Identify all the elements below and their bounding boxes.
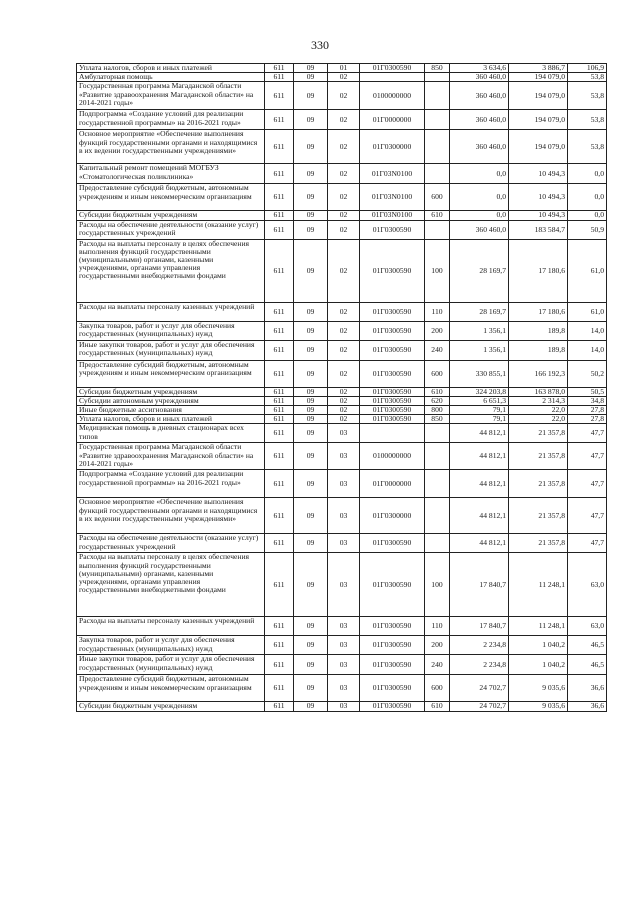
percent-cell: 47,7 xyxy=(568,470,607,498)
expense-type-cell: 110 xyxy=(425,617,450,636)
section-code-cell: 09 xyxy=(294,470,328,498)
ministry-code-cell: 611 xyxy=(265,164,294,184)
fact-amount-cell: 10 494,3 xyxy=(509,211,568,220)
table-row xyxy=(77,360,607,387)
plan-amount-cell: 324 203,8 xyxy=(450,387,509,396)
plan-amount-cell: 44 812,1 xyxy=(450,443,509,470)
subsection-code-cell: 02 xyxy=(328,184,360,211)
section-code-cell: 09 xyxy=(294,184,328,211)
row-name-cell: Предоставление субсидий бюджетным, автономным учреждениям и иным некоммерческим организациям xyxy=(77,675,265,702)
target-article-cell: 01Г0300000 xyxy=(360,498,425,534)
target-article-cell: 01Г0300590 xyxy=(360,360,425,387)
table-row xyxy=(77,340,607,360)
percent-cell: 47,7 xyxy=(568,424,607,443)
target-article-cell: 01Г03N0100 xyxy=(360,211,425,220)
row-name-cell: Капитальный ремонт помещений МОГБУЗ «Стоматологическая поликлиника» xyxy=(77,164,265,184)
row-name-cell: Иные закупки товаров, работ и услуг для обеспечения государственных (муниципальных) нужд xyxy=(77,655,265,675)
ministry-code-cell: 611 xyxy=(265,321,294,340)
row-name-cell: Государственная программа Магаданской области «Развитие здравоохранения Магаданской области» на 2014-2021 годы» xyxy=(77,82,265,110)
percent-cell: 47,7 xyxy=(568,498,607,534)
subsection-code-cell: 02 xyxy=(328,387,360,396)
row-name-cell: Медицинская помощь в дневных стационарах всех типов xyxy=(77,424,265,443)
ministry-code-cell: 611 xyxy=(265,360,294,387)
target-article-cell: 01Г0300590 xyxy=(360,239,425,302)
expense-type-cell: 850 xyxy=(425,64,450,73)
expense-type-cell xyxy=(425,470,450,498)
fact-amount-cell: 21 357,8 xyxy=(509,498,568,534)
row-name-cell: Расходы на обеспечение деятельности (оказание услуг) государственных учреждений xyxy=(77,220,265,239)
section-code-cell: 09 xyxy=(294,553,328,617)
table-row xyxy=(77,73,607,82)
subsection-code-cell: 03 xyxy=(328,617,360,636)
ministry-code-cell: 611 xyxy=(265,220,294,239)
subsection-code-cell: 02 xyxy=(328,302,360,321)
percent-cell: 50,9 xyxy=(568,220,607,239)
row-name-cell: Субсидии бюджетным учреждениям xyxy=(77,702,265,711)
table-row xyxy=(77,655,607,675)
expense-type-cell xyxy=(425,73,450,82)
ministry-code-cell: 611 xyxy=(265,302,294,321)
table-row xyxy=(77,220,607,239)
percent-cell: 36,6 xyxy=(568,702,607,711)
ministry-code-cell: 611 xyxy=(265,64,294,73)
subsection-code-cell: 03 xyxy=(328,498,360,534)
target-article-cell: 01Г0300590 xyxy=(360,406,425,415)
expense-type-cell xyxy=(425,443,450,470)
ministry-code-cell: 611 xyxy=(265,239,294,302)
subsection-code-cell: 03 xyxy=(328,655,360,675)
plan-amount-cell: 2 234,8 xyxy=(450,655,509,675)
row-name-cell: Субсидии бюджетным учреждениям xyxy=(77,387,265,396)
plan-amount-cell: 0,0 xyxy=(450,164,509,184)
section-code-cell: 09 xyxy=(294,617,328,636)
expense-type-cell: 240 xyxy=(425,655,450,675)
table-row xyxy=(77,617,607,636)
ministry-code-cell: 611 xyxy=(265,110,294,130)
target-article-cell: 01Г0300000 xyxy=(360,130,425,164)
subsection-code-cell: 03 xyxy=(328,636,360,655)
fact-amount-cell: 21 357,8 xyxy=(509,470,568,498)
fact-amount-cell: 17 180,6 xyxy=(509,239,568,302)
expense-type-cell xyxy=(425,220,450,239)
subsection-code-cell: 03 xyxy=(328,553,360,617)
ministry-code-cell: 611 xyxy=(265,130,294,164)
plan-amount-cell: 44 812,1 xyxy=(450,498,509,534)
subsection-code-cell: 02 xyxy=(328,211,360,220)
fact-amount-cell: 3 886,7 xyxy=(509,64,568,73)
section-code-cell: 09 xyxy=(294,498,328,534)
section-code-cell: 09 xyxy=(294,655,328,675)
target-article-cell: 01Г0300590 xyxy=(360,617,425,636)
ministry-code-cell: 611 xyxy=(265,396,294,405)
target-article-cell: 01Г0300590 xyxy=(360,220,425,239)
fact-amount-cell: 189,8 xyxy=(509,340,568,360)
section-code-cell: 09 xyxy=(294,387,328,396)
section-code-cell: 09 xyxy=(294,406,328,415)
percent-cell: 27,8 xyxy=(568,406,607,415)
subsection-code-cell: 02 xyxy=(328,164,360,184)
table-body xyxy=(77,64,607,712)
table-row xyxy=(77,82,607,110)
expense-type-cell: 100 xyxy=(425,553,450,617)
ministry-code-cell: 611 xyxy=(265,184,294,211)
subsection-code-cell: 01 xyxy=(328,64,360,73)
fact-amount-cell: 2 314,3 xyxy=(509,396,568,405)
percent-cell: 36,6 xyxy=(568,675,607,702)
target-article-cell: 01Г0000000 xyxy=(360,110,425,130)
page-number: 330 xyxy=(311,38,329,52)
plan-amount-cell: 360 460,0 xyxy=(450,130,509,164)
ministry-code-cell: 611 xyxy=(265,702,294,711)
target-article-cell: 01Г0300590 xyxy=(360,702,425,711)
target-article-cell: 01Г0300590 xyxy=(360,636,425,655)
expense-type-cell: 610 xyxy=(425,702,450,711)
percent-cell: 106,9 xyxy=(568,64,607,73)
table-row xyxy=(77,553,607,617)
plan-amount-cell: 17 840,7 xyxy=(450,553,509,617)
section-code-cell: 09 xyxy=(294,110,328,130)
table-row xyxy=(77,321,607,340)
row-name-cell: Закупка товаров, работ и услуг для обеспечения государственных (муниципальных) нужд xyxy=(77,321,265,340)
plan-amount-cell: 79,1 xyxy=(450,415,509,424)
table-row xyxy=(77,387,607,396)
expense-type-cell: 610 xyxy=(425,211,450,220)
target-article-cell: 01Г03N0100 xyxy=(360,164,425,184)
row-name-cell: Предоставление субсидий бюджетным, автономным учреждениям и иным некоммерческим организациям xyxy=(77,184,265,211)
expense-type-cell xyxy=(425,164,450,184)
expense-type-cell: 850 xyxy=(425,415,450,424)
plan-amount-cell: 1 356,1 xyxy=(450,340,509,360)
fact-amount-cell: 194 079,0 xyxy=(509,73,568,82)
expense-type-cell: 110 xyxy=(425,302,450,321)
ministry-code-cell: 611 xyxy=(265,211,294,220)
table-row xyxy=(77,164,607,184)
section-code-cell: 09 xyxy=(294,64,328,73)
fact-amount-cell: 21 357,8 xyxy=(509,534,568,553)
target-article-cell: 01Г0300590 xyxy=(360,675,425,702)
expense-type-cell: 620 xyxy=(425,396,450,405)
fact-amount-cell: 22,0 xyxy=(509,415,568,424)
subsection-code-cell: 03 xyxy=(328,675,360,702)
ministry-code-cell: 611 xyxy=(265,340,294,360)
budget-table xyxy=(76,63,607,712)
subsection-code-cell: 02 xyxy=(328,82,360,110)
percent-cell: 34,8 xyxy=(568,396,607,405)
section-code-cell: 09 xyxy=(294,340,328,360)
target-article-cell: 01Г0300590 xyxy=(360,387,425,396)
row-name-cell: Основное мероприятие «Обеспечение выполнения функций государственными органами и находящимися в их ведении государственными учреждениями» xyxy=(77,498,265,534)
target-article-cell: 01Г0300590 xyxy=(360,534,425,553)
percent-cell: 53,8 xyxy=(568,73,607,82)
row-name-cell: Подпрограмма «Создание условий для реализации государственной программы» на 2016-2021 годы» xyxy=(77,470,265,498)
table-row xyxy=(77,424,607,443)
section-code-cell: 09 xyxy=(294,636,328,655)
percent-cell: 50,5 xyxy=(568,387,607,396)
ministry-code-cell: 611 xyxy=(265,470,294,498)
fact-amount-cell: 189,8 xyxy=(509,321,568,340)
section-code-cell: 09 xyxy=(294,130,328,164)
percent-cell: 61,0 xyxy=(568,302,607,321)
subsection-code-cell: 02 xyxy=(328,415,360,424)
row-name-cell: Закупка товаров, работ и услуг для обеспечения государственных (муниципальных) нужд xyxy=(77,636,265,655)
table-row xyxy=(77,498,607,534)
target-article-cell: 01Г0300590 xyxy=(360,396,425,405)
expense-type-cell xyxy=(425,110,450,130)
plan-amount-cell: 24 702,7 xyxy=(450,702,509,711)
table-row xyxy=(77,636,607,655)
subsection-code-cell: 02 xyxy=(328,396,360,405)
ministry-code-cell: 611 xyxy=(265,553,294,617)
target-article-cell: 01Г0000000 xyxy=(360,470,425,498)
table-row xyxy=(77,534,607,553)
subsection-code-cell: 02 xyxy=(328,360,360,387)
fact-amount-cell: 163 878,0 xyxy=(509,387,568,396)
plan-amount-cell: 28 169,7 xyxy=(450,239,509,302)
table-row xyxy=(77,396,607,405)
fact-amount-cell: 166 192,3 xyxy=(509,360,568,387)
percent-cell: 0,0 xyxy=(568,184,607,211)
plan-amount-cell: 17 840,7 xyxy=(450,617,509,636)
subsection-code-cell: 02 xyxy=(328,406,360,415)
percent-cell: 53,8 xyxy=(568,110,607,130)
ministry-code-cell: 611 xyxy=(265,424,294,443)
ministry-code-cell: 611 xyxy=(265,387,294,396)
expense-type-cell: 100 xyxy=(425,239,450,302)
section-code-cell: 09 xyxy=(294,424,328,443)
section-code-cell: 09 xyxy=(294,415,328,424)
plan-amount-cell: 0,0 xyxy=(450,184,509,211)
table-row xyxy=(77,702,607,711)
plan-amount-cell: 2 234,8 xyxy=(450,636,509,655)
target-article-cell: 01Г0300590 xyxy=(360,415,425,424)
fact-amount-cell: 1 040,2 xyxy=(509,655,568,675)
table-row xyxy=(77,130,607,164)
plan-amount-cell: 0,0 xyxy=(450,211,509,220)
subsection-code-cell: 02 xyxy=(328,73,360,82)
expense-type-cell: 610 xyxy=(425,387,450,396)
table-row xyxy=(77,64,607,73)
subsection-code-cell: 02 xyxy=(328,239,360,302)
plan-amount-cell: 360 460,0 xyxy=(450,220,509,239)
plan-amount-cell: 360 460,0 xyxy=(450,110,509,130)
section-code-cell: 09 xyxy=(294,220,328,239)
row-name-cell: Расходы на выплаты персоналу казенных учреждений xyxy=(77,617,265,636)
expense-type-cell: 240 xyxy=(425,340,450,360)
expense-type-cell: 200 xyxy=(425,321,450,340)
section-code-cell: 09 xyxy=(294,360,328,387)
fact-amount-cell: 10 494,3 xyxy=(509,164,568,184)
percent-cell: 14,0 xyxy=(568,321,607,340)
percent-cell: 0,0 xyxy=(568,164,607,184)
subsection-code-cell: 02 xyxy=(328,130,360,164)
table-row xyxy=(77,184,607,211)
plan-amount-cell: 6 651,3 xyxy=(450,396,509,405)
percent-cell: 53,8 xyxy=(568,130,607,164)
table-row xyxy=(77,239,607,302)
percent-cell: 46,5 xyxy=(568,655,607,675)
plan-amount-cell: 360 460,0 xyxy=(450,73,509,82)
row-name-cell: Субсидии бюджетным учреждениям xyxy=(77,211,265,220)
plan-amount-cell: 44 812,1 xyxy=(450,470,509,498)
percent-cell: 63,0 xyxy=(568,617,607,636)
target-article-cell: 0100000000 xyxy=(360,443,425,470)
expense-type-cell: 600 xyxy=(425,675,450,702)
section-code-cell: 09 xyxy=(294,443,328,470)
plan-amount-cell: 330 855,1 xyxy=(450,360,509,387)
fact-amount-cell: 194 079,0 xyxy=(509,82,568,110)
expense-type-cell xyxy=(425,534,450,553)
expense-type-cell: 600 xyxy=(425,184,450,211)
section-code-cell: 09 xyxy=(294,239,328,302)
fact-amount-cell: 1 040,2 xyxy=(509,636,568,655)
ministry-code-cell: 611 xyxy=(265,534,294,553)
fact-amount-cell: 11 248,1 xyxy=(509,617,568,636)
expense-type-cell xyxy=(425,130,450,164)
subsection-code-cell: 02 xyxy=(328,340,360,360)
section-code-cell: 09 xyxy=(294,702,328,711)
row-name-cell: Расходы на выплаты персоналу в целях обеспечения выполнения функций государственными (муниципальными) органами, казенными учреждениями, органами управления государственными внебюджетными фондами xyxy=(77,553,265,617)
ministry-code-cell: 611 xyxy=(265,406,294,415)
fact-amount-cell: 10 494,3 xyxy=(509,184,568,211)
percent-cell: 46,5 xyxy=(568,636,607,655)
ministry-code-cell: 611 xyxy=(265,82,294,110)
subsection-code-cell: 03 xyxy=(328,470,360,498)
subsection-code-cell: 03 xyxy=(328,443,360,470)
section-code-cell: 09 xyxy=(294,164,328,184)
percent-cell: 47,7 xyxy=(568,443,607,470)
row-name-cell: Иные бюджетные ассигнования xyxy=(77,406,265,415)
percent-cell: 27,8 xyxy=(568,415,607,424)
row-name-cell: Предоставление субсидий бюджетным, автономным учреждениям и иным некоммерческим организациям xyxy=(77,360,265,387)
row-name-cell: Уплата налогов, сборов и иных платежей xyxy=(77,64,265,73)
table-row xyxy=(77,470,607,498)
plan-amount-cell: 79,1 xyxy=(450,406,509,415)
section-code-cell: 09 xyxy=(294,321,328,340)
subsection-code-cell: 02 xyxy=(328,220,360,239)
target-article-cell: 01Г0300590 xyxy=(360,64,425,73)
section-code-cell: 09 xyxy=(294,534,328,553)
table-row xyxy=(77,406,607,415)
section-code-cell: 09 xyxy=(294,675,328,702)
subsection-code-cell: 03 xyxy=(328,424,360,443)
plan-amount-cell: 1 356,1 xyxy=(450,321,509,340)
percent-cell: 14,0 xyxy=(568,340,607,360)
table-row xyxy=(77,302,607,321)
table-row xyxy=(77,211,607,220)
target-article-cell: 01Г0300590 xyxy=(360,553,425,617)
row-name-cell: Государственная программа Магаданской области «Развитие здравоохранения Магаданской области» на 2014-2021 годы» xyxy=(77,443,265,470)
percent-cell: 47,7 xyxy=(568,534,607,553)
row-name-cell: Субсидии автономным учреждениям xyxy=(77,396,265,405)
target-article-cell xyxy=(360,73,425,82)
expense-type-cell: 800 xyxy=(425,406,450,415)
fact-amount-cell: 194 079,0 xyxy=(509,110,568,130)
ministry-code-cell: 611 xyxy=(265,415,294,424)
subsection-code-cell: 03 xyxy=(328,534,360,553)
percent-cell: 61,0 xyxy=(568,239,607,302)
target-article-cell: 0100000000 xyxy=(360,82,425,110)
fact-amount-cell: 21 357,8 xyxy=(509,443,568,470)
plan-amount-cell: 24 702,7 xyxy=(450,675,509,702)
row-name-cell: Подпрограмма «Создание условий для реализации государственной программы» на 2016-2021 годы» xyxy=(77,110,265,130)
ministry-code-cell: 611 xyxy=(265,73,294,82)
fact-amount-cell: 11 248,1 xyxy=(509,553,568,617)
expense-type-cell xyxy=(425,82,450,110)
target-article-cell: 01Г0300590 xyxy=(360,321,425,340)
target-article-cell xyxy=(360,424,425,443)
section-code-cell: 09 xyxy=(294,211,328,220)
section-code-cell: 09 xyxy=(294,82,328,110)
percent-cell: 0,0 xyxy=(568,211,607,220)
target-article-cell: 01Г0300590 xyxy=(360,302,425,321)
row-name-cell: Амбулаторная помощь xyxy=(77,73,265,82)
fact-amount-cell: 194 079,0 xyxy=(509,130,568,164)
expense-type-cell xyxy=(425,498,450,534)
fact-amount-cell: 9 035,6 xyxy=(509,702,568,711)
ministry-code-cell: 611 xyxy=(265,443,294,470)
section-code-cell: 09 xyxy=(294,302,328,321)
fact-amount-cell: 17 180,6 xyxy=(509,302,568,321)
row-name-cell: Иные закупки товаров, работ и услуг для обеспечения государственных (муниципальных) нужд xyxy=(77,340,265,360)
fact-amount-cell: 22,0 xyxy=(509,406,568,415)
plan-amount-cell: 360 460,0 xyxy=(450,82,509,110)
ministry-code-cell: 611 xyxy=(265,617,294,636)
fact-amount-cell: 183 584,7 xyxy=(509,220,568,239)
row-name-cell: Расходы на обеспечение деятельности (оказание услуг) государственных учреждений xyxy=(77,534,265,553)
expense-type-cell: 600 xyxy=(425,360,450,387)
percent-cell: 50,2 xyxy=(568,360,607,387)
table-row xyxy=(77,110,607,130)
fact-amount-cell: 9 035,6 xyxy=(509,675,568,702)
expense-type-cell xyxy=(425,424,450,443)
row-name-cell: Расходы на выплаты персоналу казенных учреждений xyxy=(77,302,265,321)
table-row xyxy=(77,675,607,702)
subsection-code-cell: 02 xyxy=(328,110,360,130)
target-article-cell: 01Г0300590 xyxy=(360,340,425,360)
table-row xyxy=(77,443,607,470)
subsection-code-cell: 02 xyxy=(328,321,360,340)
row-name-cell: Основное мероприятие «Обеспечение выполнения функций государственными органами и находящимися в их ведении государственными учреждениями» xyxy=(77,130,265,164)
ministry-code-cell: 611 xyxy=(265,498,294,534)
table-row xyxy=(77,415,607,424)
ministry-code-cell: 611 xyxy=(265,675,294,702)
percent-cell: 53,8 xyxy=(568,82,607,110)
expense-type-cell: 200 xyxy=(425,636,450,655)
section-code-cell: 09 xyxy=(294,396,328,405)
plan-amount-cell: 28 169,7 xyxy=(450,302,509,321)
fact-amount-cell: 21 357,8 xyxy=(509,424,568,443)
plan-amount-cell: 44 812,1 xyxy=(450,424,509,443)
plan-amount-cell: 44 812,1 xyxy=(450,534,509,553)
target-article-cell: 01Г03N0100 xyxy=(360,184,425,211)
target-article-cell: 01Г0300590 xyxy=(360,655,425,675)
ministry-code-cell: 611 xyxy=(265,636,294,655)
row-name-cell: Расходы на выплаты персоналу в целях обеспечения выполнения функций государственными (муниципальными) органами, казенными учреждениями, органами управления государственными внебюджетными фондами xyxy=(77,239,265,302)
percent-cell: 63,0 xyxy=(568,553,607,617)
section-code-cell: 09 xyxy=(294,73,328,82)
row-name-cell: Уплата налогов, сборов и иных платежей xyxy=(77,415,265,424)
plan-amount-cell: 3 634,6 xyxy=(450,64,509,73)
ministry-code-cell: 611 xyxy=(265,655,294,675)
subsection-code-cell: 03 xyxy=(328,702,360,711)
